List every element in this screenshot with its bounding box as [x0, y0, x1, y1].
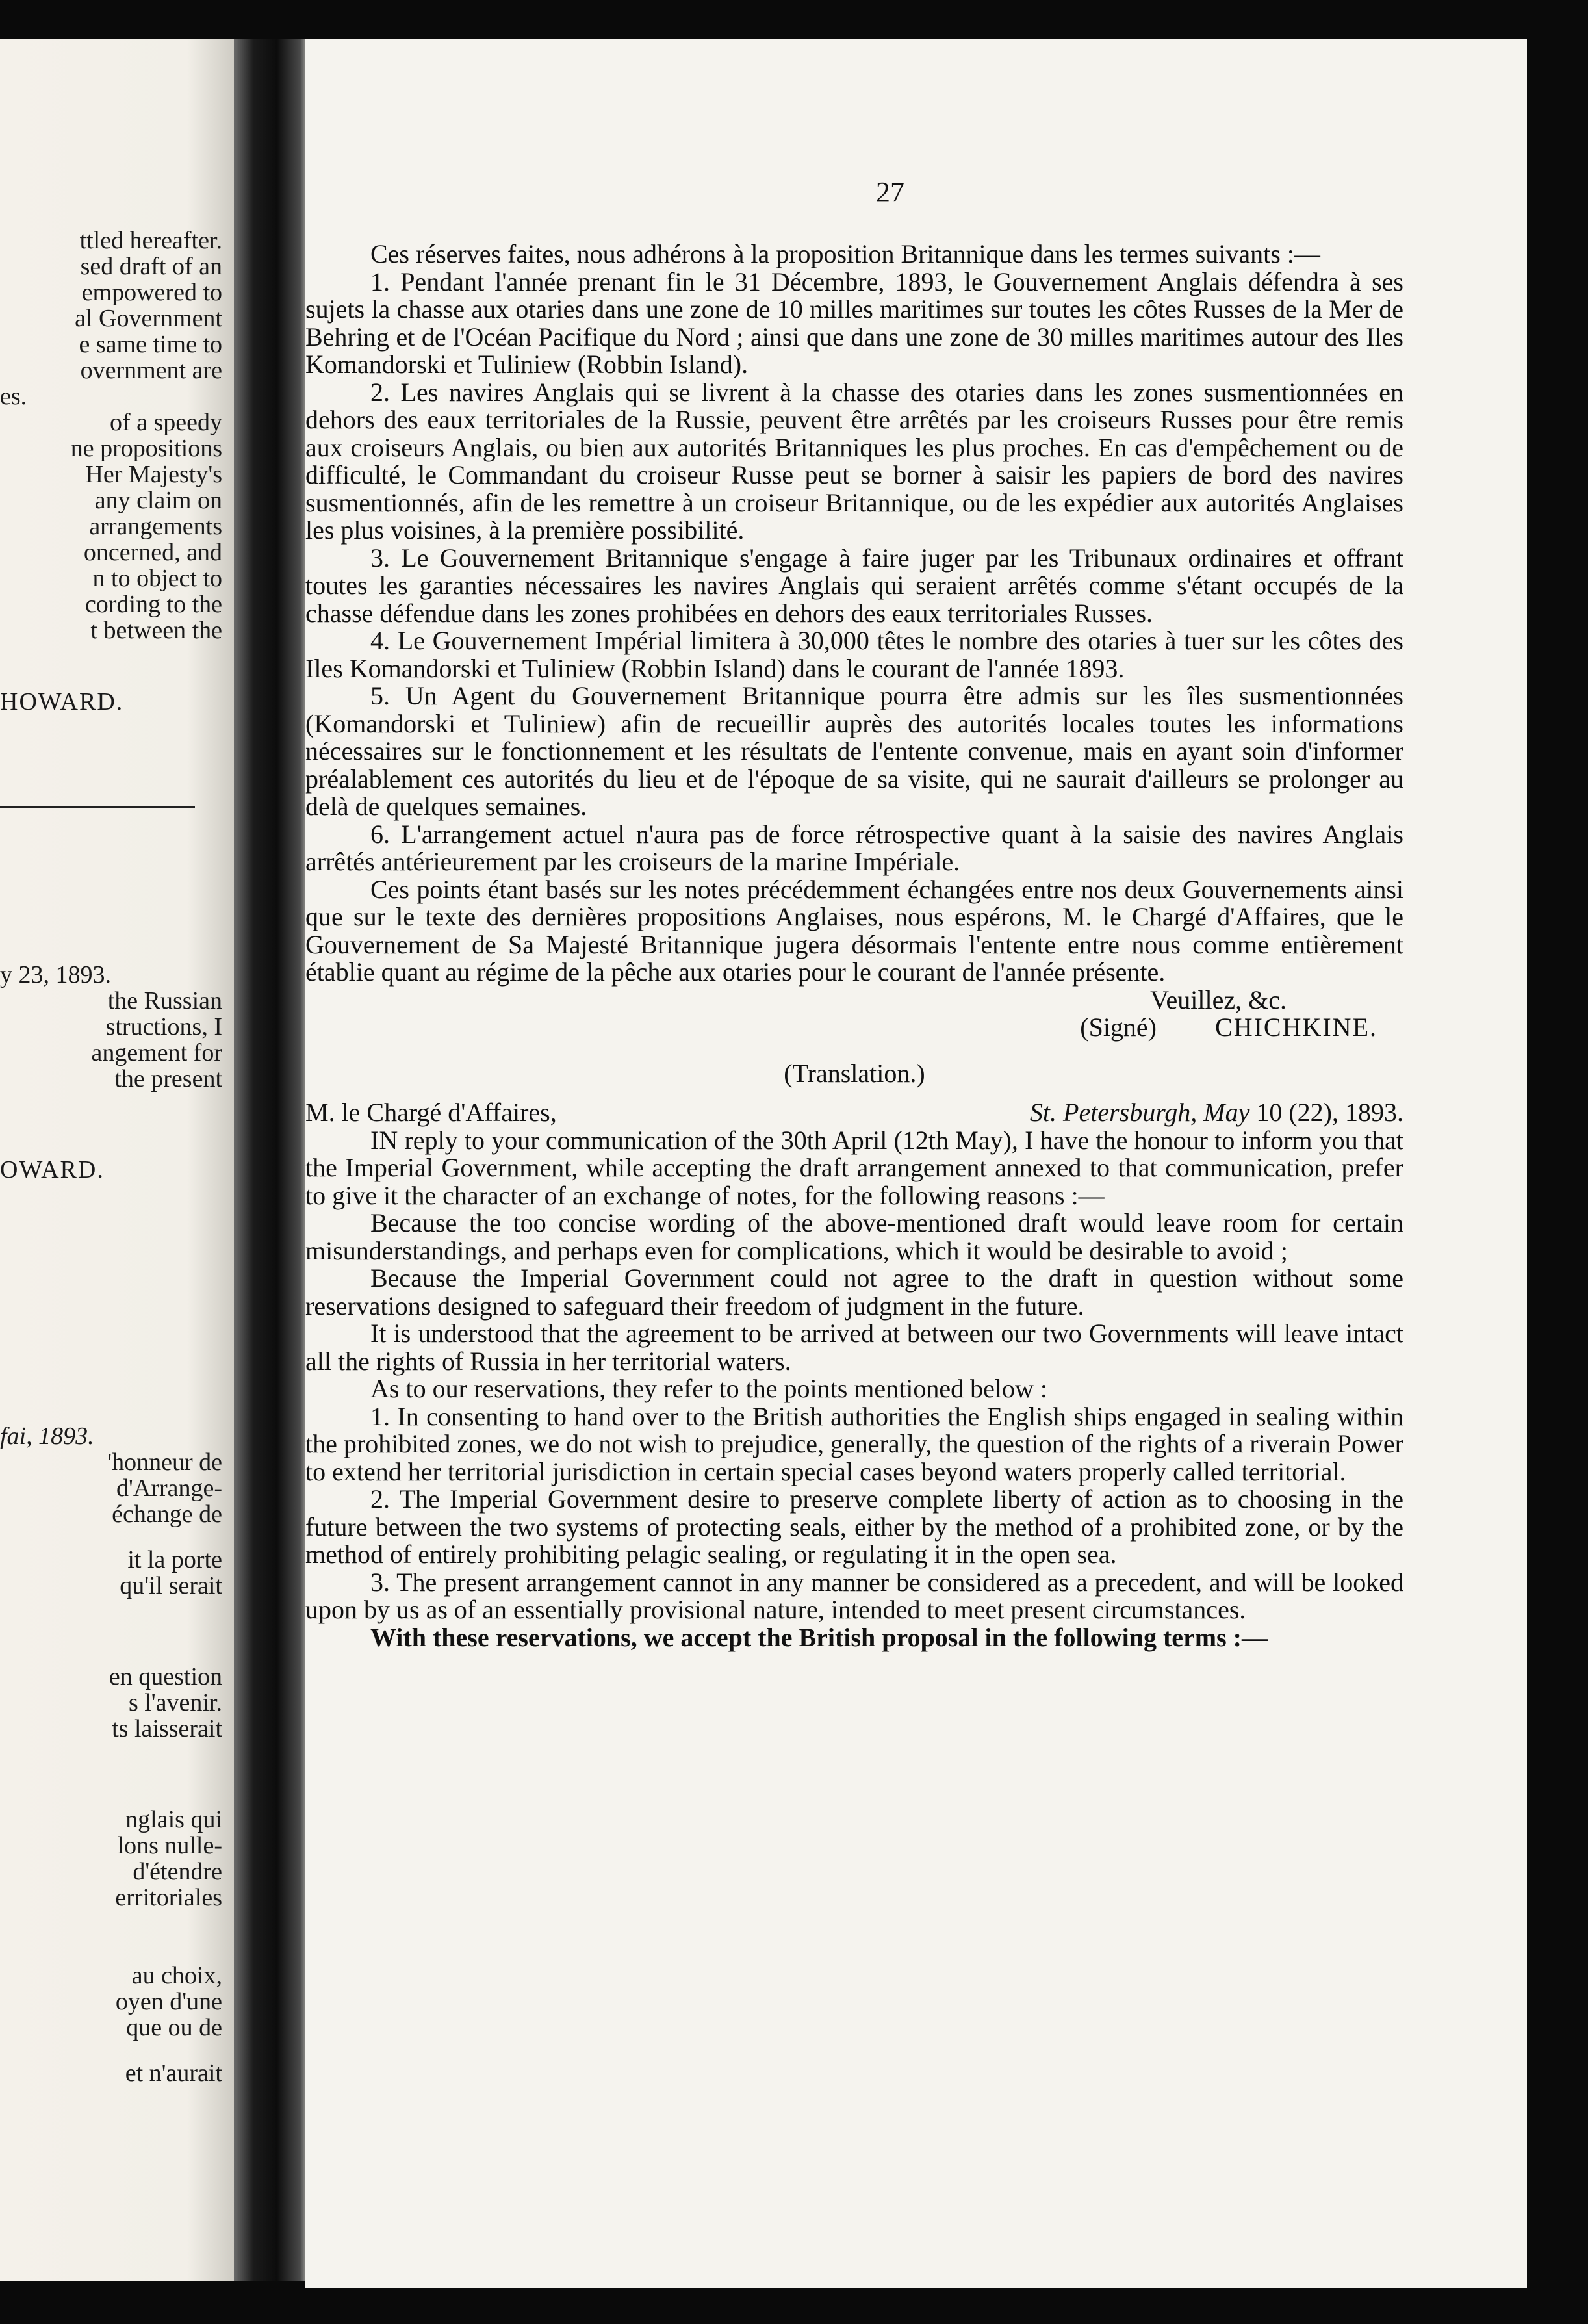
facing-line: empowered to [81, 279, 222, 306]
facing-line: ttled hereafter. [79, 227, 222, 254]
facing-line: que ou de [126, 2014, 222, 2041]
facing-line: qu'il serait [120, 1572, 222, 1599]
facing-line: et n'aurait [125, 2059, 222, 2087]
valediction: Veuillez, &c. [1150, 985, 1287, 1014]
facing-line: overnment are [80, 357, 222, 384]
facing-line: s l'avenir. [128, 1689, 222, 1716]
facing-divider [0, 806, 195, 808]
english-item: 2. The Imperial Government desire to preserve complete liberty of action as to choosing in the future between the two systems of protecting seals, either by the method of a prohibited zone, or by the method of entirely prohibiting pelagic sealing, or regulating it in the open sea. [305, 1484, 1403, 1569]
facing-line: Her Majesty's [85, 461, 222, 488]
english-paragraph: Because the Imperial Government could not agree to the draft in question without some reservations designed to safeguard their freedom of judgment in the future. [305, 1263, 1403, 1321]
facing-line: es. [0, 383, 27, 410]
english-item: 3. The present arrangement cannot in any manner be considered as a precedent, and will be looked upon by us as of an essentially provisional nature, intended to meet present circumstances. [305, 1567, 1403, 1624]
facing-line: ts laisserait [112, 1715, 222, 1742]
salutation-row [305, 1099, 1403, 1127]
english-paragraph: It is understood that the agreement to be arrived at between our two Governments will leave intact all the rights of Russia in her territorial waters. [305, 1319, 1403, 1376]
signature: CHICHKINE. [1215, 1013, 1377, 1042]
facing-line: arrangements [89, 513, 222, 540]
signature-line [305, 1014, 1403, 1042]
facing-line: au choix, [131, 1962, 222, 1989]
facing-line: oncerned, and [83, 539, 222, 566]
facing-line: t between the [90, 617, 222, 644]
place-date-italic: St. Petersburgh, May [1029, 1098, 1250, 1127]
facing-line: n to object to [92, 565, 222, 592]
french-item: 6. L'arrangement actuel n'aura pas de force rétrospective quant à la saisie des navires Anglais arrêtés antérieurement par les croiseurs de la marine Impériale. [305, 819, 1403, 876]
facing-line: fai, 1893. [0, 1423, 94, 1450]
facing-line: d'Arrange- [116, 1475, 222, 1502]
facing-line: cording to the [84, 591, 222, 618]
page-number: 27 [876, 176, 904, 208]
facing-line: ne propositions [70, 435, 222, 462]
facing-line: the present [114, 1065, 222, 1092]
facing-signature: HOWARD. [0, 688, 124, 716]
facing-line: oyen d'une [115, 1988, 222, 2015]
salutation: M. le Chargé d'Affaires, [305, 1098, 557, 1127]
facing-line: nglais qui [125, 1806, 222, 1833]
facing-line: 'honneur de [107, 1449, 222, 1476]
facing-line: structions, I [105, 1013, 222, 1040]
english-paragraph: Because the too concise wording of the above-mentioned draft would leave room for certain misunderstandings, and perhaps even for complications, which it would be desirable to avoid ; [305, 1208, 1403, 1265]
english-final: With these reservations, we accept the British proposal in the following terms :— [370, 1622, 1268, 1652]
facing-page [0, 39, 234, 2281]
facing-line: d'étendre [133, 1858, 222, 1885]
facing-line: e same time to [79, 331, 222, 358]
english-paragraph: As to our reservations, they refer to the points mentioned below : [370, 1374, 1047, 1403]
french-text [305, 240, 1403, 1651]
english-paragraph: IN reply to your communication of the 30th April (12th May), I have the honour to inform you that the Imperial Government, while accepting the draft arrangement annexed to that communication, prefer to give it the character of an exchange of notes, for the following reasons :— [305, 1125, 1403, 1210]
french-item: 3. Le Gouvernement Britannique s'engage à faire juger par les Tribunaux ordinaires et offrant toutes les garanties nécessaires les navires Anglais qui seraient arrêtés comme s'étant occupés de la chasse défendue dans les zones prohibées en dehors des eaux territoriales Russes. [305, 543, 1403, 628]
facing-line: erritoriales [115, 1884, 222, 1911]
facing-line: sed draft of an [80, 253, 222, 280]
signed-label: (Signé) [1080, 1013, 1157, 1042]
french-item: 5. Un Agent du Gouvernement Britannique pourra être admis sur les îles susmentionnées (Komandorski et Tuliniew) afin de recueillir auprès des autorités locales toutes les informations nécessaires sur le fonctionnement et les résultats de l'entente convenue, mais en ayant soin d'informer préalablement ces autorités du lieu et de l'époque de sa visite, qui ne saurait d'ailleurs se prolonger au delà de quelques semaines. [305, 681, 1403, 821]
place-date [1030, 1099, 1403, 1127]
french-item: 4. Le Gouvernement Impérial limitera à 30,000 têtes le nombre des otaries à tuer sur les côtes des Iles Komandorski et Tuliniew (Robbin Island) dans le courant de l'année 1893. [305, 626, 1403, 683]
facing-line: al Government [75, 305, 222, 332]
french-intro: Ces réserves faites, nous adhérons à la proposition Britannique dans les termes suivants :— [370, 239, 1320, 268]
facing-line: any claim on [94, 487, 222, 514]
facing-line: échange de [112, 1501, 222, 1528]
facing-line: angement for [91, 1039, 222, 1066]
facing-line: it la porte [127, 1546, 222, 1573]
main-page [305, 39, 1527, 2288]
facing-line: the Russian [107, 987, 222, 1014]
facing-signature: OWARD. [0, 1156, 105, 1183]
facing-line: lons nulle- [117, 1832, 222, 1859]
facing-line: of a speedy [109, 409, 222, 436]
facing-line: en question [109, 1663, 222, 1690]
book-gutter [234, 39, 312, 2281]
french-item: 2. Les navires Anglais qui se livrent à la chasse des otaries dans les zones susmentionnées en dehors des eaux territoriales de la Russie, peuvent être arrêtés par les croiseurs Russes pour être remis aux croiseurs Anglais, ou bien aux autorités Britanniques les plus proches. En cas d'empêchement ou de difficulté, le Commandant du croiseur Russe peut se borner à saisir les papiers de bord des navires susmentionnés, afin de les remettre à un croiseur Britannique, ou de les expédier aux autorités Anglaises les plus voisines, à la première possibilité. [305, 377, 1403, 545]
english-item: 1. In consenting to hand over to the British authorities the English ships engaged in sealing within the prohibited zones, we do not wish to prejudice, generally, the question of the rights of a riverain Power to extend her territorial jurisdiction in certain special cases beyond waters properly called territorial. [305, 1401, 1403, 1486]
french-closing: Ces points étant basés sur les notes précédemment échangées entre nos deux Gouvernements ainsi que sur le texte des dernières propositions Anglaises, nous espérons, M. le Chargé d'Affaires, que le Gouvernement de Sa Majesté Britannique jugera désormais l'entente entre nous comme entièrement établie quant au régime de la pêche aux otaries pour le courant de l'année présente. [305, 874, 1403, 987]
date-numbers: 10 (22), 1893. [1256, 1098, 1403, 1127]
french-item: 1. Pendant l'année prenant fin le 31 Décembre, 1893, le Gouvernement Anglais défendra à ses sujets la chasse aux otaries dans une zone de 10 milles maritimes sur toutes les côtes Russes de la Mer de Behring et de l'Océan Pacifique du Nord ; ainsi que dans une zone de 30 milles maritimes autour des Iles Komandorski et Tuliniew (Robbin Island). [305, 266, 1403, 379]
translation-heading: (Translation.) [784, 1058, 925, 1088]
facing-line: y 23, 1893. [0, 961, 111, 988]
